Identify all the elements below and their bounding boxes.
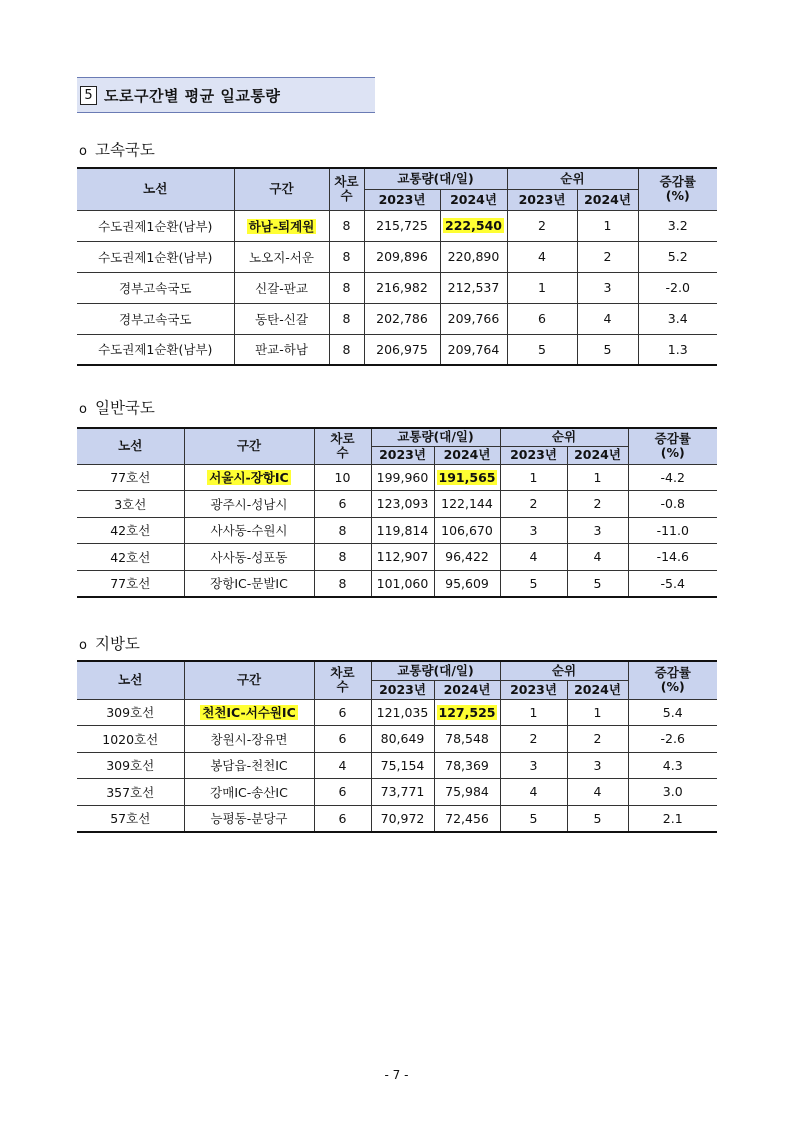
header-traffic: 교통량(대/일) [364,168,507,189]
traffic-2024-cell: 95,609 [434,570,500,597]
traffic-2024-cell: 122,144 [434,491,500,518]
subsection-label: 지방도 [94,635,140,653]
traffic-2023-cell: 75,154 [371,752,434,779]
section-cell: 창원시-장유면 [184,726,314,753]
lanes-cell: 6 [314,491,371,518]
lanes-cell: 8 [329,210,364,241]
lanes-cell: 8 [329,334,364,365]
traffic-2023-cell: 206,975 [364,334,440,365]
rank-2023-cell: 2 [507,210,577,241]
section-cell: 동탄-신갈 [234,303,329,334]
header-traffic-2023: 2023년 [364,189,440,210]
header-change: 증감률 (%) [638,168,717,210]
traffic-table-expressway [77,167,717,366]
traffic-2024-cell: 96,422 [434,544,500,571]
table-row [77,544,717,571]
header-rank-2023: 2023년 [507,189,577,210]
change-cell: 5.2 [638,241,717,272]
section-cell: 사사동-수원시 [184,517,314,544]
lanes-cell: 8 [329,303,364,334]
traffic-2023-cell: 216,982 [364,272,440,303]
lanes-cell: 8 [314,517,371,544]
rank-2023-cell: 5 [500,570,567,597]
section-number: 5 [80,86,97,105]
route-cell: 수도권제1순환(남부) [77,334,234,365]
route-cell: 3호선 [77,491,184,518]
header-traffic-2024: 2024년 [434,680,500,699]
table-row [77,779,717,806]
section-cell [234,210,329,241]
change-cell: -5.4 [628,570,717,597]
traffic-2023-cell: 101,060 [371,570,434,597]
traffic-2023-cell: 112,907 [371,544,434,571]
header-route: 노선 [77,661,184,699]
change-cell: 3.0 [628,779,717,806]
lanes-cell: 8 [314,544,371,571]
traffic-2023-cell: 123,093 [371,491,434,518]
table-row [77,570,717,597]
header-section: 구간 [184,661,314,699]
header-row [77,428,717,446]
highlighted-value: 서울시-장항IC [209,470,289,486]
rank-2023-cell: 2 [500,491,567,518]
rank-2024-cell: 2 [567,726,628,753]
change-cell: -2.6 [628,726,717,753]
route-cell: 수도권제1순환(남부) [77,210,234,241]
table-row [77,517,717,544]
table-row [77,491,717,518]
rank-2023-cell: 2 [500,726,567,753]
table-row [77,303,717,334]
route-cell: 57호선 [77,805,184,832]
highlighted-value: 222,540 [445,218,502,233]
rank-2024-cell: 3 [577,272,638,303]
section-cell: 장항IC-문발IC [184,570,314,597]
table-row [77,752,717,779]
rank-2024-cell: 3 [567,517,628,544]
route-cell: 77호선 [77,570,184,597]
change-cell: -11.0 [628,517,717,544]
change-cell: -14.6 [628,544,717,571]
table-row [77,726,717,753]
page-number: - 7 - [384,1068,409,1082]
traffic-2024-cell [434,699,500,726]
rank-2024-cell: 4 [567,544,628,571]
lanes-cell: 8 [314,570,371,597]
header-traffic-2023: 2023년 [371,680,434,699]
header-row [77,661,717,680]
header-route: 노선 [77,168,234,210]
change-cell: -2.0 [638,272,717,303]
traffic-2024-cell: 212,537 [440,272,507,303]
header-rank-2023: 2023년 [500,446,567,464]
header-row [77,168,717,189]
header-rank: 순위 [500,661,628,680]
rank-2024-cell: 1 [567,699,628,726]
rank-2023-cell: 4 [500,779,567,806]
header-rank-2023: 2023년 [500,680,567,699]
traffic-2024-cell [440,210,507,241]
traffic-2024-cell: 78,548 [434,726,500,753]
table-row [77,210,717,241]
lanes-cell: 8 [329,241,364,272]
rank-2024-cell: 2 [577,241,638,272]
traffic-2023-cell: 199,960 [371,464,434,491]
table-row [77,241,717,272]
subsection-title-national-road [79,396,155,418]
section-title: 도로구간별 평균 일교통량 [104,86,281,105]
lanes-cell: 6 [314,805,371,832]
rank-2023-cell: 5 [507,334,577,365]
traffic-2023-cell: 80,649 [371,726,434,753]
rank-2024-cell: 5 [577,334,638,365]
rank-2023-cell: 3 [500,752,567,779]
traffic-2023-cell: 202,786 [364,303,440,334]
header-rank: 순위 [507,168,638,189]
header-traffic-2023: 2023년 [371,446,434,464]
traffic-2023-cell: 215,725 [364,210,440,241]
rank-2023-cell: 4 [507,241,577,272]
rank-2024-cell: 4 [577,303,638,334]
traffic-2024-cell: 72,456 [434,805,500,832]
rank-2023-cell: 4 [500,544,567,571]
bullet-icon: o [79,638,87,653]
traffic-2023-cell: 73,771 [371,779,434,806]
traffic-2024-cell: 209,764 [440,334,507,365]
header-traffic-2024: 2024년 [434,446,500,464]
traffic-2023-cell: 119,814 [371,517,434,544]
traffic-2023-cell: 121,035 [371,699,434,726]
section-cell [184,464,314,491]
change-cell: -4.2 [628,464,717,491]
traffic-2024-cell: 75,984 [434,779,500,806]
lanes-cell: 6 [314,779,371,806]
route-cell: 42호선 [77,544,184,571]
change-cell: 3.4 [638,303,717,334]
lanes-cell: 4 [314,752,371,779]
rank-2024-cell: 1 [577,210,638,241]
traffic-2024-cell: 220,890 [440,241,507,272]
traffic-2024-cell [434,464,500,491]
section-cell: 사사동-성포동 [184,544,314,571]
rank-2024-cell: 2 [567,491,628,518]
bullet-icon: o [79,144,87,159]
highlighted-value: 하남-퇴계원 [248,218,315,234]
table-row [77,464,717,491]
header-section: 구간 [234,168,329,210]
header-rank-2024: 2024년 [577,189,638,210]
rank-2024-cell: 5 [567,570,628,597]
rank-2023-cell: 1 [507,272,577,303]
highlighted-value: 191,565 [438,469,496,485]
table-row [77,699,717,726]
change-cell: 2.1 [628,805,717,832]
header-lanes: 차로 수 [314,428,371,464]
subsection-label: 고속국도 [94,141,155,159]
traffic-2023-cell: 209,896 [364,241,440,272]
header-rank-2024: 2024년 [567,680,628,699]
change-cell: 1.3 [638,334,717,365]
traffic-2024-cell: 209,766 [440,303,507,334]
route-cell: 309호선 [77,752,184,779]
route-cell: 77호선 [77,464,184,491]
rank-2023-cell: 5 [500,805,567,832]
section-cell: 판교-하남 [234,334,329,365]
route-cell: 경부고속국도 [77,272,234,303]
rank-2024-cell: 3 [567,752,628,779]
route-cell: 42호선 [77,517,184,544]
table-row [77,334,717,365]
route-cell: 309호선 [77,699,184,726]
rank-2024-cell: 1 [567,464,628,491]
section-cell [184,699,314,726]
highlighted-value: 127,525 [438,704,496,720]
traffic-2024-cell: 106,670 [434,517,500,544]
traffic-2024-cell: 78,369 [434,752,500,779]
rank-2023-cell: 1 [500,464,567,491]
highlighted-value: 천천IC-서수원IC [202,705,296,721]
section-cell: 광주시-성남시 [184,491,314,518]
table-row [77,272,717,303]
header-route: 노선 [77,428,184,464]
route-cell: 357호선 [77,779,184,806]
section-cell: 강매IC-송산IC [184,779,314,806]
section-cell: 노오지-서운 [234,241,329,272]
header-change: 증감률 (%) [628,428,717,464]
lanes-cell: 8 [329,272,364,303]
table-row [77,805,717,832]
change-cell: 3.2 [638,210,717,241]
rank-2024-cell: 5 [567,805,628,832]
subsection-title-local-road [79,632,140,654]
subsection-title-expressway [79,138,155,160]
header-lanes: 차로 수 [314,661,371,699]
lanes-cell: 10 [314,464,371,491]
traffic-table-local-road [77,660,717,833]
change-cell: 5.4 [628,699,717,726]
bullet-icon: o [79,402,87,417]
route-cell: 경부고속국도 [77,303,234,334]
header-section: 구간 [184,428,314,464]
change-cell: -0.8 [628,491,717,518]
rank-2023-cell: 6 [507,303,577,334]
header-rank-2024: 2024년 [567,446,628,464]
section-heading [77,77,375,113]
header-lanes: 차로 수 [329,168,364,210]
header-traffic: 교통량(대/일) [371,428,500,446]
rank-2023-cell: 1 [500,699,567,726]
route-cell: 1020호선 [77,726,184,753]
rank-2024-cell: 4 [567,779,628,806]
rank-2023-cell: 3 [500,517,567,544]
traffic-2023-cell: 70,972 [371,805,434,832]
header-change: 증감률 (%) [628,661,717,699]
header-rank: 순위 [500,428,628,446]
lanes-cell: 6 [314,726,371,753]
section-cell: 능평동-분당구 [184,805,314,832]
change-cell: 4.3 [628,752,717,779]
lanes-cell: 6 [314,699,371,726]
section-cell: 신갈-판교 [234,272,329,303]
route-cell: 수도권제1순환(남부) [77,241,234,272]
header-traffic-2024: 2024년 [440,189,507,210]
traffic-table-national-road [77,427,717,598]
subsection-label: 일반국도 [94,399,155,417]
section-cell: 봉담읍-천천IC [184,752,314,779]
header-traffic: 교통량(대/일) [371,661,500,680]
